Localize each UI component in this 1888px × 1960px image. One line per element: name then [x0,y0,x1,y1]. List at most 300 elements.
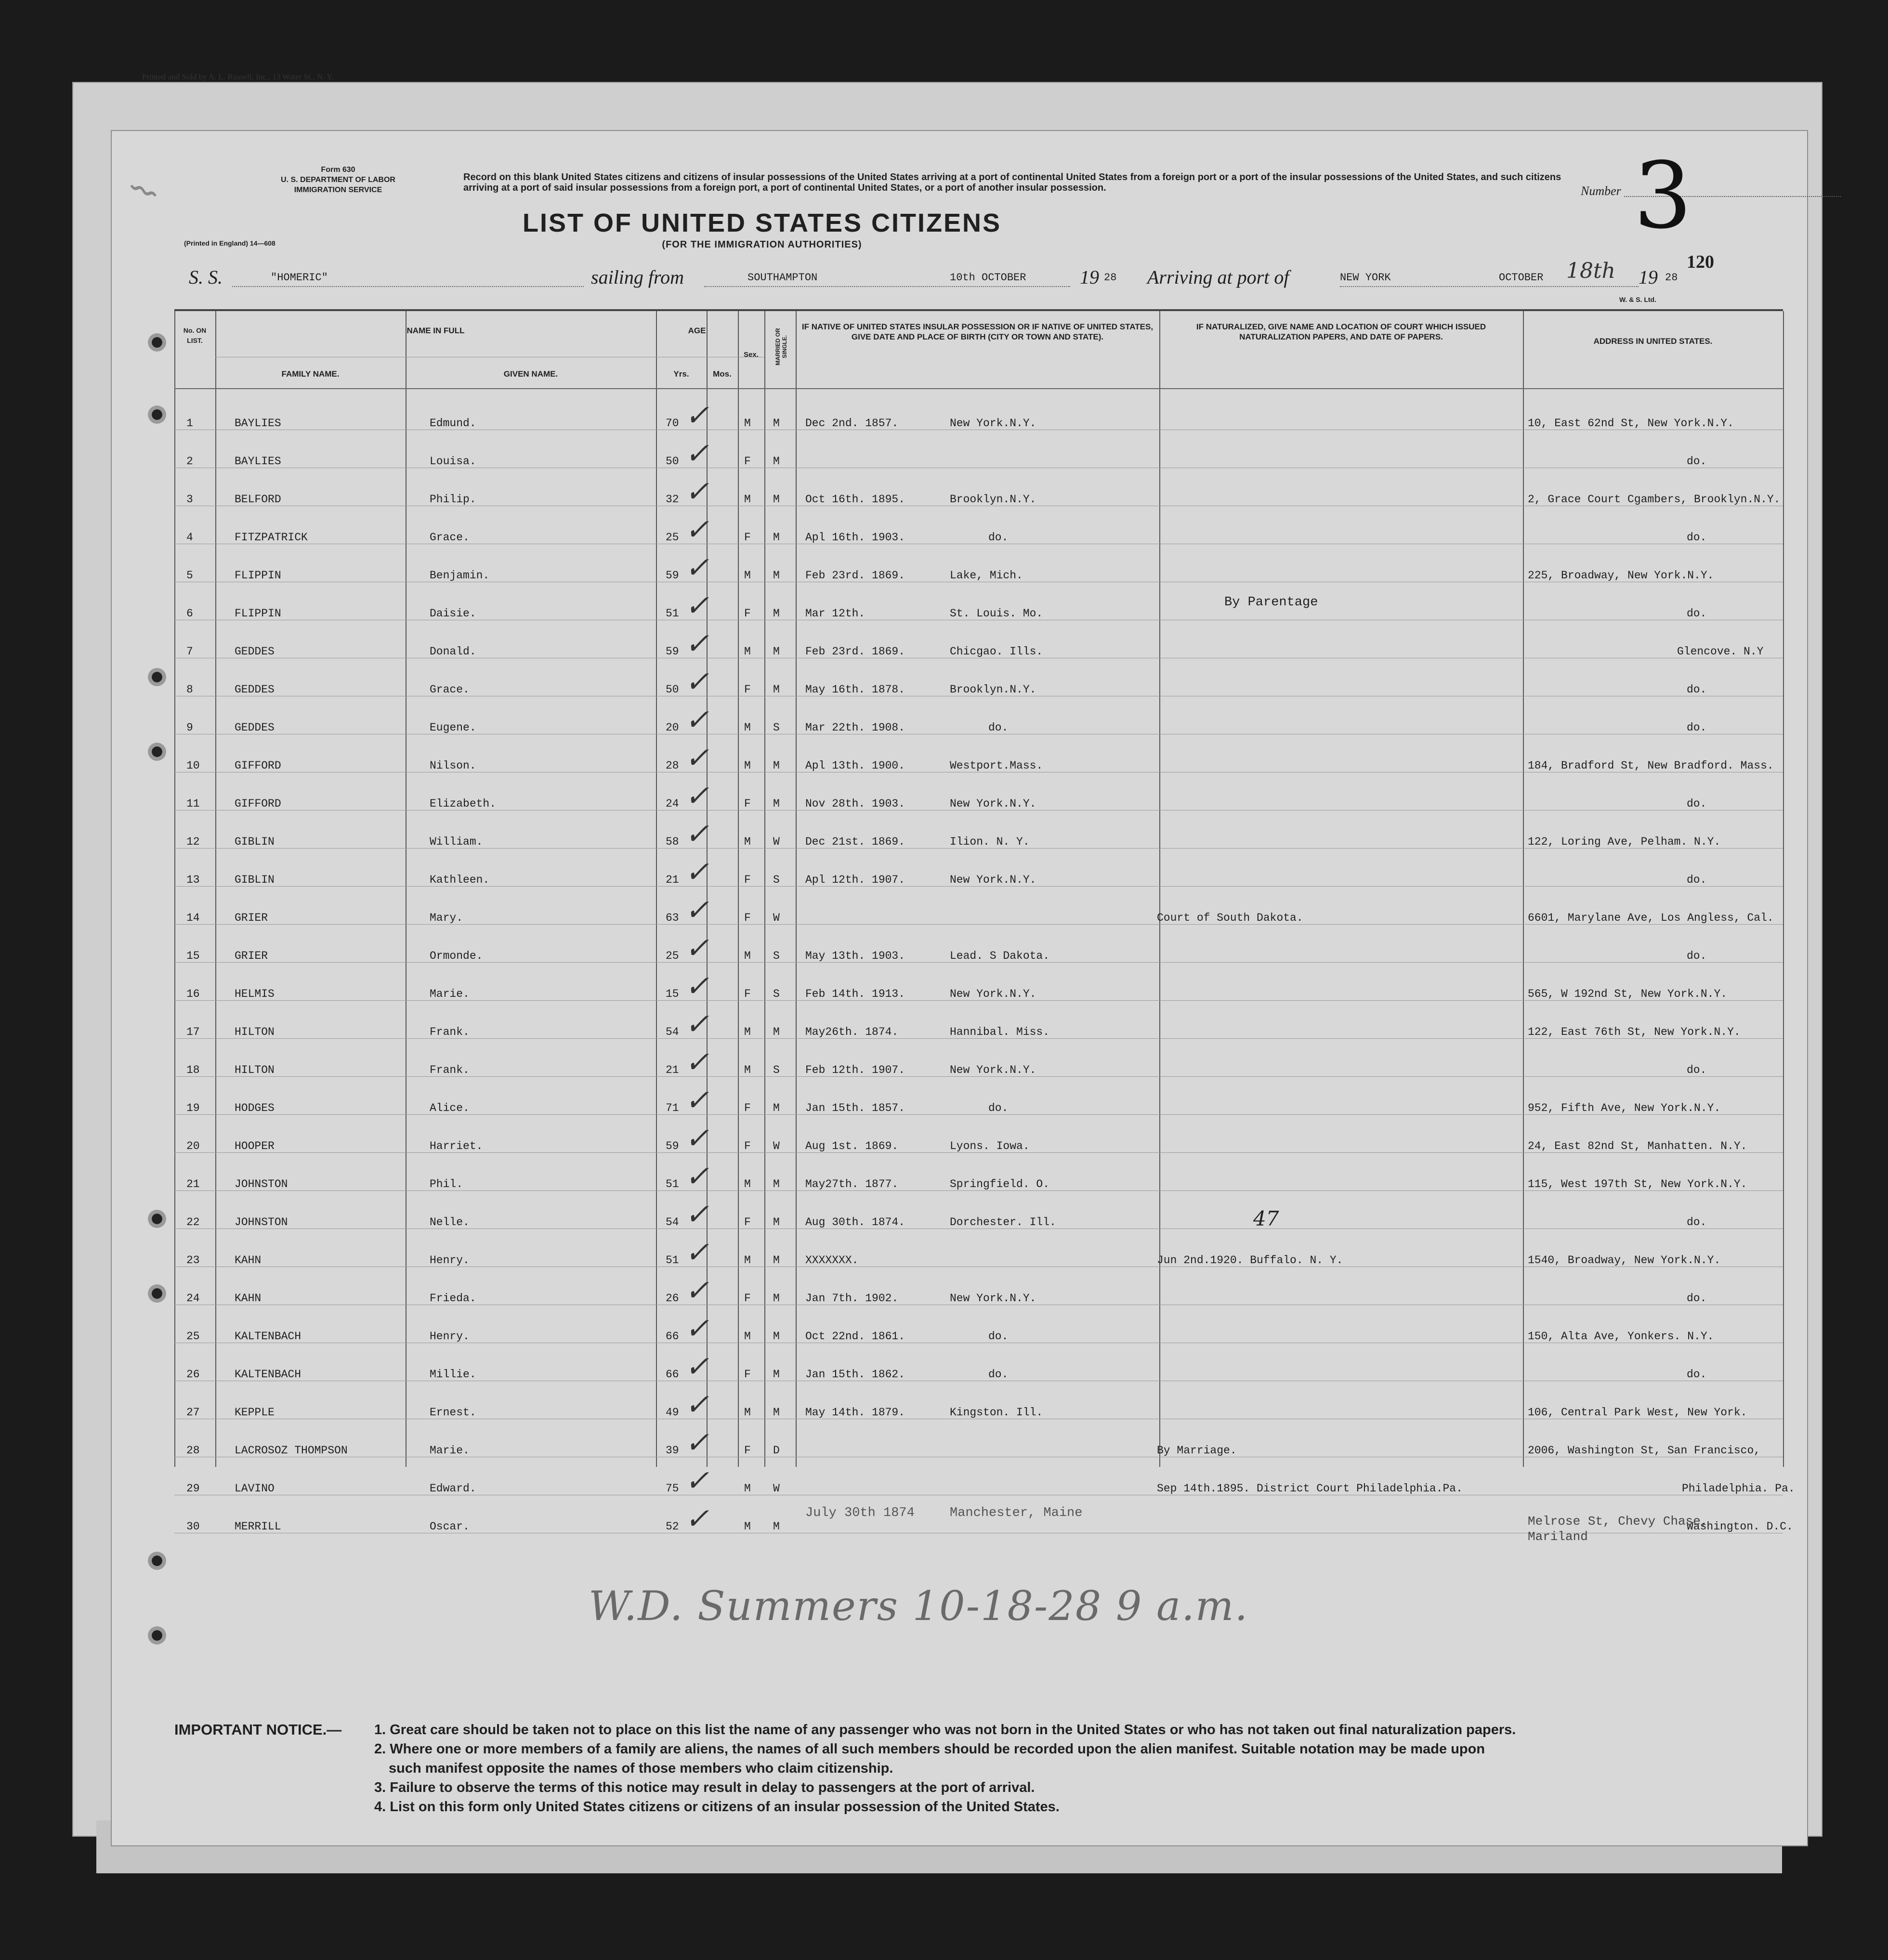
sex: M [744,950,751,962]
address: do. [1687,950,1707,962]
check-mark-icon: ✓ [685,1045,709,1079]
given-name: Grace. [430,683,470,696]
department-name: U. S. DEPARTMENT OF LABOR [281,176,395,184]
table-row [174,773,1783,811]
given-name: Nelle. [430,1216,470,1228]
birth-place: New York.N.Y. [950,797,1036,810]
marital-status: M [773,1254,780,1267]
sex: M [744,1026,751,1038]
row-number: 28 [186,1444,200,1457]
birth-place: New York.N.Y. [950,874,1036,886]
sex: M [744,569,751,582]
ss-label: S. S. [189,266,223,288]
row-number: 13 [186,874,200,886]
birth-place: Hannibal. Miss. [950,1026,1050,1038]
given-name: Benjamin. [430,569,490,582]
age-years: 49 [666,1406,679,1419]
table-row [174,1420,1783,1458]
sex: F [744,1102,751,1114]
row-number: 20 [186,1140,200,1152]
address: do. [1687,455,1707,468]
birth-date: July 30th 1874 [805,1506,915,1520]
sex: M [744,1482,751,1495]
check-mark-icon: ✓ [685,1350,709,1384]
sex: M [744,417,751,430]
sex: F [744,1368,751,1381]
table-row [174,849,1783,887]
marital-status: M [773,455,780,468]
check-mark-icon: ✓ [685,399,709,432]
sex: F [744,1216,751,1228]
birth-place: do. [988,1102,1009,1114]
naturalization: Sep 14th.1895. District Court Philadelphia.Pa. [1157,1482,1463,1495]
family-name: GRIER [235,950,268,962]
birth-date: Apl 12th. 1907. [805,874,905,886]
merrill-address-line1: Melrose St, Chevy Chase, [1528,1514,1708,1529]
year-prefix-2: 19 [1639,266,1658,288]
address: do. [1687,531,1707,544]
birth-date: May 16th. 1878. [805,683,905,696]
row-number: 10 [186,759,200,772]
arrival-month: OCTOBER [1499,272,1544,284]
address: do. [1687,607,1707,620]
check-mark-icon: ✓ [685,931,709,965]
family-name: LACROSOZ THOMPSON [235,1444,348,1457]
birth-place: Ilion. N. Y. [950,836,1030,848]
row-number: 29 [186,1482,200,1495]
birth-date: Oct 16th. 1895. [805,493,905,506]
row-number: 7 [186,645,193,658]
sex: F [744,531,751,544]
marital-status: M [773,1178,780,1190]
given-name: Nilson. [430,759,476,772]
sex: M [744,1406,751,1419]
age-years: 54 [666,1026,679,1038]
inspector-signature: W.D. Summers 10-18-28 9 a.m. [589,1582,1249,1630]
sex: M [744,1520,751,1533]
age-years: 25 [666,950,679,962]
given-name: William. [430,836,483,848]
marital-status: S [773,950,780,962]
arrival-year: 28 [1665,272,1678,284]
family-name: JOHNSTON [235,1178,288,1190]
row-number: 5 [186,569,193,582]
marital-status: M [773,645,780,658]
row-rule [174,1000,1783,1001]
birth-date: XXXXXXX. [805,1254,859,1267]
passenger-table [174,309,1795,1630]
check-mark-icon: ✓ [685,1274,709,1307]
birth-place: Springfield. O. [950,1178,1050,1190]
birth-place: New York.N.Y. [950,1064,1036,1076]
sex: M [744,759,751,772]
age-years: 50 [666,683,679,696]
check-mark-icon: ✓ [685,741,709,775]
address: 122, Loring Ave, Pelham. N.Y. [1528,836,1721,848]
age-years: 58 [666,836,679,848]
marital-status: S [773,988,780,1000]
given-name: Alice. [430,1102,470,1114]
table-row [174,1306,1783,1344]
address: 225, Broadway, New York.N.Y. [1528,569,1714,582]
binder-hole [148,1626,166,1645]
binder-hole [148,668,166,686]
table-row [174,735,1783,773]
table-row [174,507,1783,545]
birth-date: Feb 23rd. 1869. [805,569,905,582]
table-row [174,1458,1795,1498]
departure-year: 28 [1104,272,1117,284]
margin-handwriting: ⌇ [123,183,165,206]
birth-place: New York.N.Y. [950,988,1036,1000]
birth-place: Manchester, Maine [950,1506,1083,1520]
age-years: 51 [666,1178,679,1190]
given-name: Mary. [430,912,463,924]
port-of-arrival: NEW YORK [1340,272,1391,284]
given-name: Kathleen. [430,874,490,886]
address: do. [1687,1216,1707,1228]
table-row [174,697,1783,735]
birth-date: Dec 2nd. 1857. [805,417,899,430]
departure-date: 10th OCTOBER [950,272,1026,284]
printer-imprint: Printed and Sold by A. L. Russell, Inc., 13 Water St., N. Y. [142,72,334,81]
table-row [174,1078,1783,1115]
given-name: Marie. [430,988,470,1000]
naturalization: Court of South Dakota. [1157,912,1303,924]
given-name: Oscar. [430,1520,470,1533]
row-number: 14 [186,912,200,924]
row-number: 24 [186,1292,200,1305]
given-name: Elizabeth. [430,797,497,810]
row-number: 26 [186,1368,200,1381]
header-sex: Sex. [744,351,759,359]
row-number: 22 [186,1216,200,1228]
birth-date: May 13th. 1903. [805,950,905,962]
col-line [1783,311,1784,1467]
family-name: KAHN [235,1254,262,1267]
family-name: KALTENBACH [235,1368,302,1381]
address: 115, West 197th St, New York.N.Y. [1528,1178,1747,1190]
age-years: 21 [666,874,679,886]
row-rule [174,1038,1783,1039]
marital-status: M [773,1520,780,1533]
row-number: 19 [186,1102,200,1114]
check-mark-icon: ✓ [685,665,709,699]
birth-place: New York.N.Y. [950,417,1036,430]
family-name: GIFFORD [235,797,281,810]
sex: F [744,797,751,810]
header-no: No. ON LIST. [183,327,207,344]
given-name: Henry. [430,1254,470,1267]
row-number: 23 [186,1254,200,1267]
ship-name: "HOMERIC" [271,272,328,284]
age-years: 71 [666,1102,679,1114]
address: do. [1687,797,1707,810]
age-years: 63 [666,912,679,924]
sex: F [744,455,751,468]
notice-item-3: 3. Failure to observe the terms of this notice may result in delay to passengers at the port of arrival. [374,1780,1035,1795]
birth-date: Feb 14th. 1913. [805,988,905,1000]
birth-date: Jan 15th. 1862. [805,1368,905,1381]
check-mark-icon: ✓ [685,1160,709,1193]
marital-status: D [773,1444,780,1457]
row-rule [174,1190,1783,1191]
birth-place: Kingston. Ill. [950,1406,1043,1419]
binder-hole [148,1210,166,1228]
marital-status: W [773,1140,780,1152]
row-number: 11 [186,797,200,810]
sailing-dotline [704,286,1070,287]
family-name: GEDDES [235,683,275,696]
table-row [174,545,1783,583]
marital-status: M [773,759,780,772]
birth-date: May26th. 1874. [805,1026,899,1038]
marital-status: M [773,1292,780,1305]
birth-date: Aug 1st. 1869. [805,1140,899,1152]
form-header-block [247,165,430,195]
marital-status: M [773,417,780,430]
family-name: MERRILL [235,1520,281,1533]
row-number: 21 [186,1178,200,1190]
marital-status: S [773,874,780,886]
header-family-name: FAMILY NAME. [281,369,340,379]
given-name: Edward. [430,1482,476,1495]
table-row [174,1344,1783,1382]
table-row [174,1382,1783,1420]
sex: M [744,1178,751,1190]
address: do. [1687,1064,1707,1076]
table-row [174,1040,1783,1077]
notice-item-4: 4. List on this form only United States citizens or citizens of an insular possession of the United States. [374,1799,1060,1815]
marital-status: M [773,607,780,620]
given-name: Daisie. [430,607,476,620]
given-name: Frieda. [430,1292,476,1305]
birth-date: Dec 21st. 1869. [805,836,905,848]
marital-status: M [773,493,780,506]
birth-date: Feb 23rd. 1869. [805,645,905,658]
given-name: Phil. [430,1178,463,1190]
birth-date: Jan 7th. 1902. [805,1292,899,1305]
row-rule [174,886,1783,887]
age-years: 66 [666,1330,679,1343]
address: 184, Bradford St, New Bradford. Mass. [1528,759,1774,772]
header-married-single: MARRIED OR SINGLE. [774,328,788,366]
table-row [174,1002,1783,1039]
sex: M [744,645,751,658]
table-row [174,888,1783,925]
marital-status: M [773,1330,780,1343]
family-name: KEPPLE [235,1406,275,1419]
naturalization: Jun 2nd.1920. Buffalo. N. Y. [1157,1254,1343,1267]
age-years: 15 [666,988,679,1000]
given-name: Harriet. [430,1140,483,1152]
table-row [174,469,1783,507]
address: do. [1687,1292,1707,1305]
address: 10, East 62nd St, New York.N.Y. [1528,417,1734,430]
age-years: 75 [666,1482,679,1495]
birth-place: New York.N.Y. [950,1292,1036,1305]
birth-date: Jan 15th. 1857. [805,1102,905,1114]
check-mark-icon: ✓ [685,589,709,623]
sex: F [744,683,751,696]
row-rule [174,1152,1783,1153]
page-number: 120 [1687,252,1714,272]
given-name: Marie. [430,1444,470,1457]
row-rule [174,924,1783,925]
row-number: 9 [186,721,193,734]
row-number: 2 [186,455,193,468]
birth-place: do. [988,721,1009,734]
arrival-dotline [1340,286,1639,287]
printed-in-england: (Printed in England) 14—608 [184,239,275,247]
table-row [174,1154,1783,1191]
birth-place: Lyons. Iowa. [950,1140,1030,1152]
check-mark-icon: ✓ [685,1236,709,1269]
family-name: HILTON [235,1026,275,1038]
age-years: 50 [666,455,679,468]
notice-item-2-cont: such manifest opposite the names of those members who claim citizenship. [389,1761,893,1776]
check-mark-icon: ✓ [685,1464,709,1498]
age-years: 59 [666,569,679,582]
address: 122, East 76th St, New York.N.Y. [1528,1026,1741,1038]
row-rule [174,1114,1783,1115]
given-name: Ernest. [430,1406,476,1419]
check-mark-icon: ✓ [685,1426,709,1460]
address: do. [1687,874,1707,886]
age-years: 51 [666,607,679,620]
handwritten-47: 47 [1253,1207,1279,1230]
header-naturalized: IF NATURALIZED, GIVE NAME AND LOCATION OF COURT WHICH ISSUED NATURALIZATION PAPERS, AND DATE OF PAPERS. [1196,322,1486,341]
check-mark-icon: ✓ [685,779,709,813]
form-instructions: Record on this blank United States citizens and citizens of insular possessions of the United States arriving at a port of continental United States from a foreign port or a port of the insular possessions of the United States, and such citizens arriving at a port of said insular possessions from a foreign port, a port of continental United States, or a port of another insular possession. [463,172,1561,193]
age-years: 70 [666,417,679,430]
birth-place: Westport.Mass. [950,759,1043,772]
family-name: HELMIS [235,988,275,1000]
sex: F [744,874,751,886]
birth-place: Brooklyn.N.Y. [950,493,1036,506]
sailing-from-label: sailing from [591,266,684,288]
family-name: GIBLIN [235,836,275,848]
address: Washington. D.C. [1687,1520,1793,1533]
year-prefix: 19 [1080,266,1099,288]
given-name: Henry. [430,1330,470,1343]
row-number: 27 [186,1406,200,1419]
check-mark-icon: ✓ [685,513,709,547]
family-name: GEDDES [235,645,275,658]
birth-place: Chicgao. Ills. [950,645,1043,658]
number-label: Number [1581,184,1621,198]
check-mark-icon: ✓ [685,893,709,927]
sex: F [744,988,751,1000]
header-name-in-full: NAME IN FULL [406,326,465,335]
sex: M [744,493,751,506]
family-name: GIBLIN [235,874,275,886]
check-mark-icon: ✓ [685,1122,709,1155]
merrill-address-line2: Mariland [1528,1529,1588,1544]
age-years: 25 [666,531,679,544]
age-years: 28 [666,759,679,772]
row-number: 4 [186,531,193,544]
row-number: 17 [186,1026,200,1038]
ws-ltd-mark: W. & S. Ltd. [1619,296,1656,303]
list-number: 3 [1634,143,1692,249]
table-row [174,811,1783,849]
family-name: HOOPER [235,1140,275,1152]
birth-place: Brooklyn.N.Y. [950,683,1036,696]
birth-date: Apl 13th. 1900. [805,759,905,772]
given-name: Philip. [430,493,476,506]
address: 1540, Broadway, New York.N.Y. [1528,1254,1721,1267]
family-name: KAHN [235,1292,262,1305]
sex: M [744,1254,751,1267]
marital-status: M [773,1102,780,1114]
row-number: 25 [186,1330,200,1343]
family-name: FLIPPIN [235,569,281,582]
marital-status: W [773,1482,780,1495]
binder-hole [148,1284,166,1303]
sex: F [744,912,751,924]
row-rule [174,848,1783,849]
given-name: Grace. [430,531,470,544]
family-name: JOHNSTON [235,1216,288,1228]
address: Glencove. N.Y [1677,645,1764,658]
marital-status: W [773,836,780,848]
family-name: GRIER [235,912,268,924]
address: 106, Central Park West, New York. [1528,1406,1747,1419]
given-name: Donald. [430,645,476,658]
table-row [174,1116,1783,1153]
header-native: IF NATIVE OF UNITED STATES INSULAR POSSESSION OR IF NATIVE OF UNITED STATES, GIVE DATE AND PLACE OF BIRTH (CITY OR TOWN AND STATE). [801,322,1154,341]
address: 24, East 82nd St, Manhatten. N.Y. [1528,1140,1747,1152]
check-mark-icon: ✓ [685,969,709,1003]
given-name: Ormonde. [430,950,483,962]
manifest-page [111,130,1808,1846]
binder-hole [148,743,166,761]
header-line [174,388,1783,389]
row-rule [174,962,1783,963]
birth-place: do. [988,1368,1009,1381]
check-mark-icon: ✓ [685,1502,709,1536]
birth-date: Nov 28th. 1903. [805,797,905,810]
birth-date: May27th. 1877. [805,1178,899,1190]
notice-label: IMPORTANT NOTICE.— [174,1721,342,1738]
birth-place: Dorchester. Ill. [950,1216,1056,1228]
given-name: Edmund. [430,417,476,430]
age-years: 32 [666,493,679,506]
address: 565, W 192nd St, New York.N.Y. [1528,988,1728,1000]
check-mark-icon: ✓ [685,1007,709,1041]
family-name: HODGES [235,1102,275,1114]
family-name: GEDDES [235,721,275,734]
marital-status: M [773,1216,780,1228]
marital-status: S [773,721,780,734]
check-mark-icon: ✓ [685,703,709,737]
family-name: BAYLIES [235,455,281,468]
address: do. [1687,683,1707,696]
check-mark-icon: ✓ [685,1312,709,1346]
age-years: 21 [666,1064,679,1076]
table-row [174,659,1783,697]
row-number: 18 [186,1064,200,1076]
given-name: Eugene. [430,721,476,734]
sex: F [744,1140,751,1152]
age-years: 59 [666,645,679,658]
address: 6601, Marylane Ave, Los Angless, Cal. [1528,912,1774,924]
birth-date: Feb 12th. 1907. [805,1064,905,1076]
table-row [174,1268,1783,1306]
age-years: 66 [666,1368,679,1381]
row-rule [174,1076,1783,1077]
